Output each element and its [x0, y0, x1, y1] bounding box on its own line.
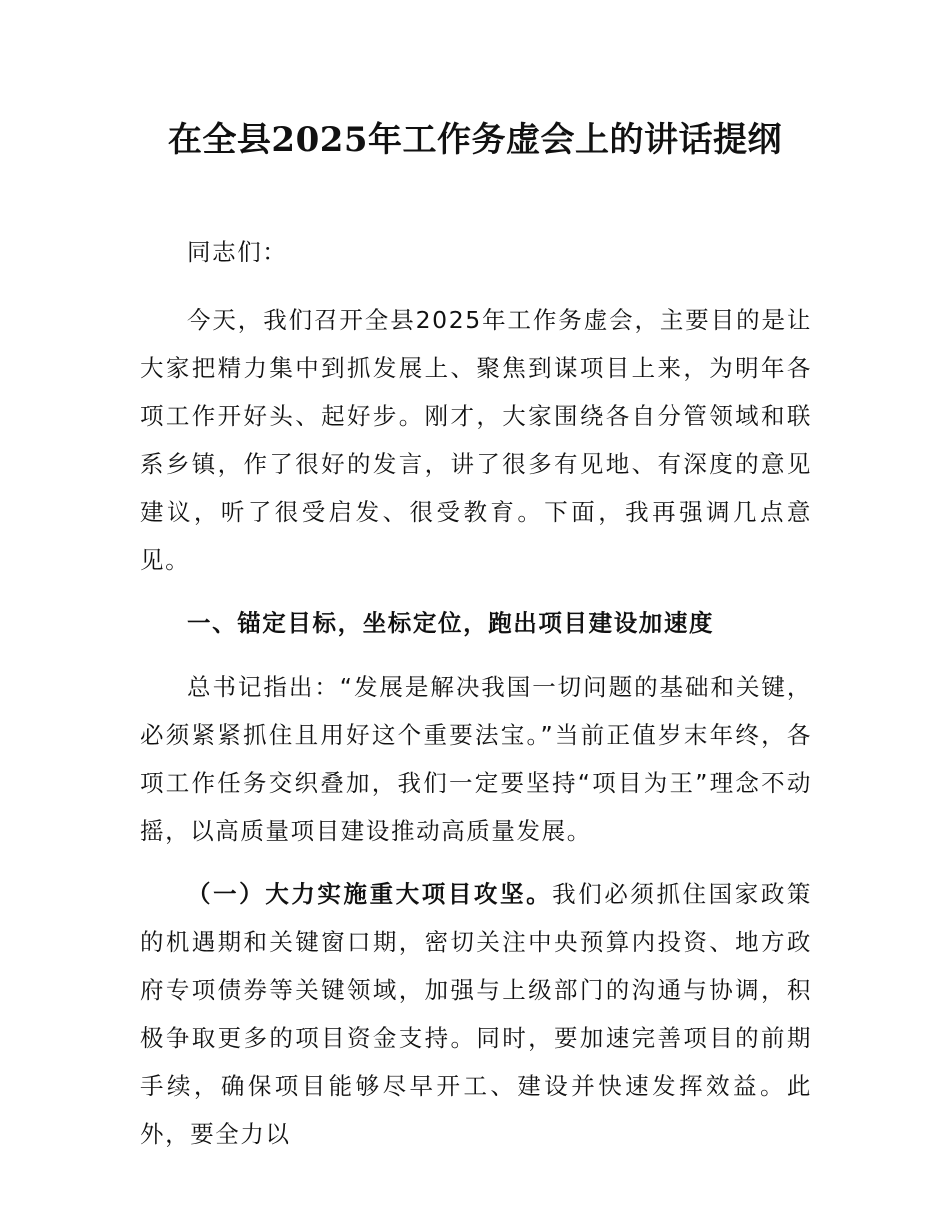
section-heading: 一、锚定目标，坐标定位，跑出项目建设加速度 — [187, 609, 715, 637]
quote-paragraph: 总书记指出：“发展是解决我国一切问题的基础和关键，必须紧紧抓住且用好这个重要法宝。”当前正值岁末年终，各项工作任务交织叠加，我们一定要坚持“项目为王”理念不动摇，以高质量项目建设推动高质量发展。 — [140, 673, 812, 845]
intro-paragraph: 今天，我们召开全县2025年工作务虚会，主要目的是让大家把精力集中到抓发展上、聚焦到谋项目上来，为明年各项工作开好头、起好步。刚才，大家围绕各自分管领域和联系乡镇，作了很好的发言，讲了很多有见地、有深度的意见建议，听了很受启发、很受教育。下面，我再强调几点意见。 — [140, 306, 812, 574]
greeting: 同志们： — [187, 238, 288, 266]
document-body — [140, 228, 812, 1173]
subsection-paragraph — [140, 870, 812, 1158]
document-title: 在全县2025年工作务虚会上的讲话提纲 — [167, 120, 783, 160]
subsection-lead: （一）大力实施重大项目攻坚。 — [187, 880, 553, 908]
subsection-text: 我们必须抓住国家政策的机遇期和关键窗口期，密切关注中央预算内投资、地方政府专项债券等关键领域，加强与上级部门的沟通与协调，积极争取更多的项目资金支持。同时，要加速完善项目的前期手续，确保项目能够尽早开工、建设并快速发挥效益。此外，要全力以 — [140, 880, 812, 1148]
